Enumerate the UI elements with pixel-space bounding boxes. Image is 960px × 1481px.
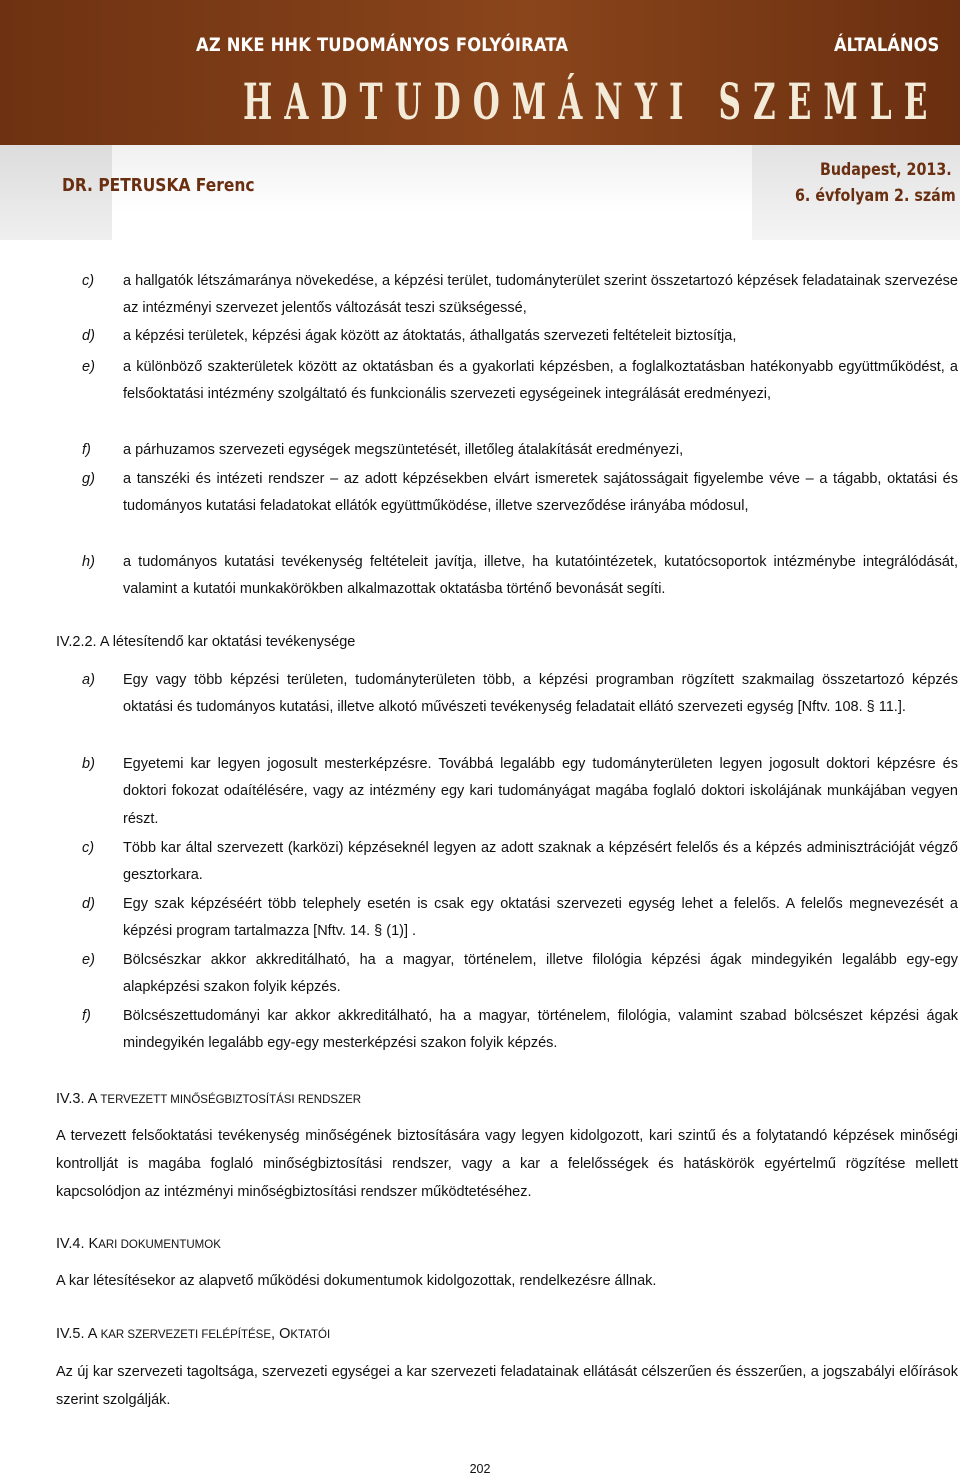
list-item bbox=[82, 667, 958, 722]
list-item bbox=[82, 1003, 958, 1058]
list-item-label: e) bbox=[82, 952, 95, 968]
list-item-text: a hallgatók létszámaránya növekedése, a képzési terület, tudományterület szerint összetartozó képzések feladatainak szervezése az intézményi szervezet jelentős változását teszi szükségessé, bbox=[123, 273, 958, 317]
list-item-label: f) bbox=[82, 1008, 91, 1024]
section-number: IV.3. bbox=[56, 1091, 88, 1107]
section-title-initial: K bbox=[88, 1236, 99, 1252]
section-paragraph: Az új kar szervezeti tagoltsága, szervezeti egységei a kar szervezeti feladatainak ellátását célszerűen és ésszerűen, a jogszabályi előírások szerint szolgálják. bbox=[56, 1364, 958, 1408]
section-title-rest: TERVEZETT MINŐSÉGBIZTOSÍTÁSI RENDSZER bbox=[97, 1094, 362, 1106]
list-item-label: d) bbox=[82, 328, 95, 344]
list-item bbox=[82, 891, 958, 946]
list-item-label: f) bbox=[82, 442, 91, 458]
list-item bbox=[82, 947, 958, 1002]
list-item-text: a képzési területek, képzési ágak között az átoktatás, áthallgatás szervezeti feltételeit biztosítja, bbox=[123, 328, 737, 344]
section-title-initial-2: O bbox=[279, 1326, 291, 1342]
section-title-initial: A bbox=[87, 1326, 98, 1342]
list-item-label: g) bbox=[82, 471, 95, 487]
section-paragraph: A tervezett felsőoktatási tevékenység minőségének biztosítására vagy legyen kidolgozott, kari szintű és a folytatandó képzések minőségi kontrollját is magába foglaló minőségbiztosítási rendszer, vagy a kar a felelősségek és hatáskörök egyértelmű rögzítése mellett kapcsolódjon az intézményi minőségbiztosítási rendszer működtetéséhez. bbox=[56, 1128, 958, 1200]
list-item-text: a különböző szakterületek között az oktatásban és a gyakorlati képzésben, a foglalkoztatásban hatékonyabb együttműködést, a felsőoktatási intézmény szolgáltató és funkcionális szervezeti egységeinek integrálását eredményezi, bbox=[123, 359, 958, 403]
list-item-text: Bölcsészettudományi kar akkor akkreditálható, ha a magyar, történelem, filológia, valamint szabad bölcsészet képzési ágak mindegyikén legalább egy-egy mesterképzési szakon folyik képzés. bbox=[123, 1008, 958, 1052]
section-heading-iv-2-2 bbox=[56, 631, 355, 653]
list-item-label: h) bbox=[82, 554, 95, 570]
section-number: IV.5. bbox=[56, 1326, 88, 1342]
section-number: IV.2.2. bbox=[56, 634, 100, 650]
section-heading-iv-3 bbox=[56, 1088, 361, 1111]
list-item-text: Egyetemi kar legyen jogosult mesterképzésre. Továbbá legalább egy tudományterületen legyen jogosult doktori képzésre és doktori fokozat odaítélésére, vagy az intézmény egy kari tudományágat magába foglaló doktori iskolájának munkájában vegyen részt. bbox=[123, 756, 958, 827]
list-item-label: a) bbox=[82, 672, 95, 688]
list-item-text: Egy vagy több képzési területen, tudományterületen több, a képzési programban rögzített szakmailag összetartozó képzés oktatási és tudományos kutatási, illetve alkotó művészeti tevékenység feladatait ellátó szervezeti egység [Nftv. 108. § 11.]. bbox=[123, 672, 958, 716]
section-title-separator: , bbox=[271, 1326, 280, 1342]
list-item-label: b) bbox=[82, 756, 95, 772]
section-title-rest: KAR SZERVEZETI FELÉPÍTÉSE bbox=[97, 1329, 272, 1341]
journal-name: AZ NKE HHK TUDOMÁNYOS FOLYÓIRATA bbox=[196, 34, 569, 56]
list-item-text: Több kar által szervezett (karközi) képzéseknél legyen az adott szaknak a képzésért felelős és a képzés adminisztrációját végző gesztorkara. bbox=[123, 840, 958, 884]
section-heading-iv-4 bbox=[56, 1233, 221, 1256]
category-label: ÁLTALÁNOS bbox=[834, 34, 940, 56]
section-title-initial: A bbox=[87, 1091, 98, 1107]
list-item bbox=[82, 751, 958, 833]
list-item bbox=[82, 466, 958, 521]
section-heading-iv-5 bbox=[56, 1323, 330, 1346]
list-item-label: c) bbox=[82, 273, 95, 289]
section-title-rest: ARI DOKUMENTUMOK bbox=[98, 1239, 221, 1251]
list-item-label: c) bbox=[82, 840, 95, 856]
list-item bbox=[82, 323, 958, 350]
list-item-text: Bölcsészkar akkor akkreditálható, ha a magyar, történelem, illetve filológia képzési ágak mindegyikén legalább egy-egy alapképzési szakon folyik képzés. bbox=[123, 952, 958, 996]
list-item-text: Egy szak képzéséért több telephely esetén is csak egy oktatási szervezeti egység lehet a felelős. A felelős megnevezését a képzési program tartalmazza [Nftv. 14. § (1)] . bbox=[123, 896, 958, 940]
list-item bbox=[82, 835, 958, 890]
section-title-rest-2: KTATÓI bbox=[290, 1329, 331, 1341]
list-item-text: a tanszéki és intézeti rendszer – az adott képzésekben elvárt ismeretek sajátosságait figyelembe véve – a tágabb, oktatási és tudományos kutatási feladatokat ellátók együttműködése, illetve szerveződése irányába módosul, bbox=[123, 471, 958, 515]
list-item bbox=[82, 437, 958, 464]
list-item-text: a tudományos kutatási tevékenység feltételeit javítja, illetve, ha kutatóintézetek, kutatócsoportok intézménybe integrálódását, valamint a kutatói munkakörökben alkalmazottak oktatásba történő bevonását segíti. bbox=[123, 554, 958, 598]
list-item-text: a párhuzamos szervezeti egységek megszüntetését, illetőleg átalakítását eredményezi, bbox=[123, 442, 684, 458]
list-item bbox=[82, 549, 958, 604]
publication-place-year: Budapest, 2013. bbox=[820, 160, 952, 180]
list-item bbox=[82, 354, 958, 409]
section-number: IV.4. bbox=[56, 1236, 89, 1252]
list-item bbox=[82, 268, 958, 323]
list-item-label: d) bbox=[82, 896, 95, 912]
issue-info: 6. évfolyam 2. szám bbox=[795, 186, 956, 206]
section-title: A létesítendő kar oktatási tevékenysége bbox=[99, 634, 356, 650]
page-number: 202 bbox=[469, 1462, 491, 1476]
list-item-label: e) bbox=[82, 359, 95, 375]
section-paragraph: A kar létesítésekor az alapvető működési dokumentumok kidolgozottak, rendelkezésre állnak. bbox=[56, 1273, 657, 1289]
journal-title: HADTUDOMÁNYI SZEMLE bbox=[243, 72, 940, 131]
author-name: DR. PETRUSKA Ferenc bbox=[62, 175, 255, 196]
